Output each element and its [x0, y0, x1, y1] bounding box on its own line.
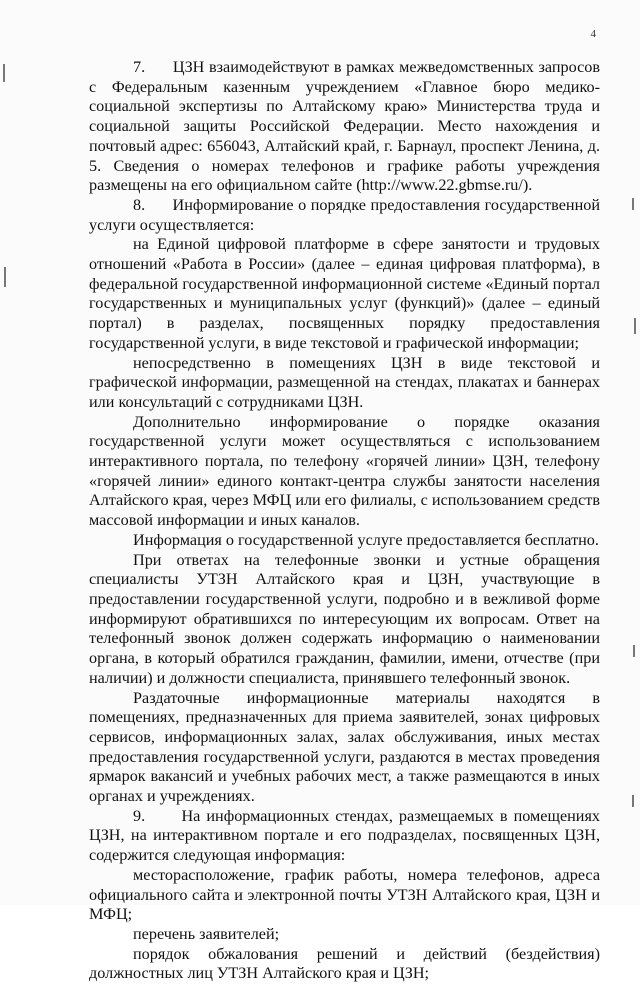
- scan-mark-right-bottom: [632, 795, 634, 807]
- paragraph-applicants-list: перечень заявителей;: [133, 924, 280, 943]
- scan-mark-left-mid: [4, 267, 6, 287]
- scan-mark-right-top: [632, 198, 634, 210]
- paragraph-8: 8. Информирование о порядке предоставления государственной услуги осуществляется:: [89, 195, 600, 234]
- page-number: 4: [590, 28, 596, 40]
- paragraph-phone-answers: При ответах на телефонные звонки и устные обращения специалисты УТЗН Алтайского края и ЦЗН, участвующие в предоставлении государственной услуги, подробно и в вежливой форме информируют обратившихся по интересующим их вопросам. Ответ на телефонный звонок должен содержать информацию о наименовании органа, в который обратился гражданин, фамилии, имени, отчестве (при наличии) и должности специалиста, принявшего телефонный звонок.: [89, 550, 600, 687]
- paragraph-handout-materials: Раздаточные информационные материалы находятся в помещениях, предназначенных для приема заявителей, зонах цифровых сервисов, информационных залах, залах обслуживания, иных местах предоставления государственной услуги, раздаются в местах проведения ярмарок вакансий и учебных рабочих мест, а также размещаются в иных органах и учреждениях.: [89, 688, 600, 806]
- scan-mark-left-top: [3, 64, 5, 82]
- paragraph-9: 9. На информационных стендах, размещаемых в помещениях ЦЗН, на интерактивном портале и его подразделах, посвященных ЦЗН, содержится следующая информация:: [89, 806, 600, 865]
- paragraph-location: месторасположение, график работы, номера телефонов, адреса официального сайта и электронной почты УТЗН Алтайского края, ЦЗН и МФЦ;: [89, 865, 600, 924]
- scan-mark-right-mid: [634, 318, 636, 334]
- paragraph-digital-platform: на Единой цифровой платформе в сфере занятости и трудовых отношений «Работа в России» (далее – единая цифровая платформа), в федеральной государственной информационной системе «Единый портал государственных и муниципальных услуг (функций)» (далее – единый портал) в разделах, посвященных порядку предоставления государственной услуги, в виде текстовой и графической информации;: [89, 235, 600, 352]
- paragraph-additional-info: Дополнительно информирование о порядке оказания государственной услуги может осуществляться с использованием интерактивного портала, по телефону «горячей линии» ЦЗН, телефону «горячей линии» единого контакт-центра службы занятости населения Алтайского края, через МФЦ или его филиалы, с использованием средств массовой информации и иных каналов.: [89, 412, 600, 530]
- paragraph-appeal-procedure: порядок обжалования решений и действий (бездействия) должностных лиц УТЗН Алтайского края и ЦЗН;: [89, 944, 600, 983]
- paragraph-premises: непосредственно в помещениях ЦЗН в виде текстовой и графической информации, размещенной на стендах, плакатах и баннерах или консультаций с сотрудниками ЦЗН.: [89, 353, 600, 411]
- scan-mark-right-low: [633, 645, 635, 657]
- paragraph-free-info: Информация о государственной услуге предоставляется бесплатно.: [133, 530, 599, 549]
- paragraph-7: 7. ЦЗН взаимодействуют в рамках межведомственных запросов с Федеральным казенным учреждением «Главное бюро медико-социальной экспертизы по Алтайскому краю» Министерства труда и социальной защиты Российской Федерации. Место нахождения и почтовый адрес: 656043, Алтайский край, г. Барнаул, проспект Ленина, д. 5. Сведения о номерах телефонов и графике работы учреждения размещены на его официальном сайте (http://www.22.gbmse.ru/).: [89, 58, 600, 195]
- document-body: [89, 58, 600, 984]
